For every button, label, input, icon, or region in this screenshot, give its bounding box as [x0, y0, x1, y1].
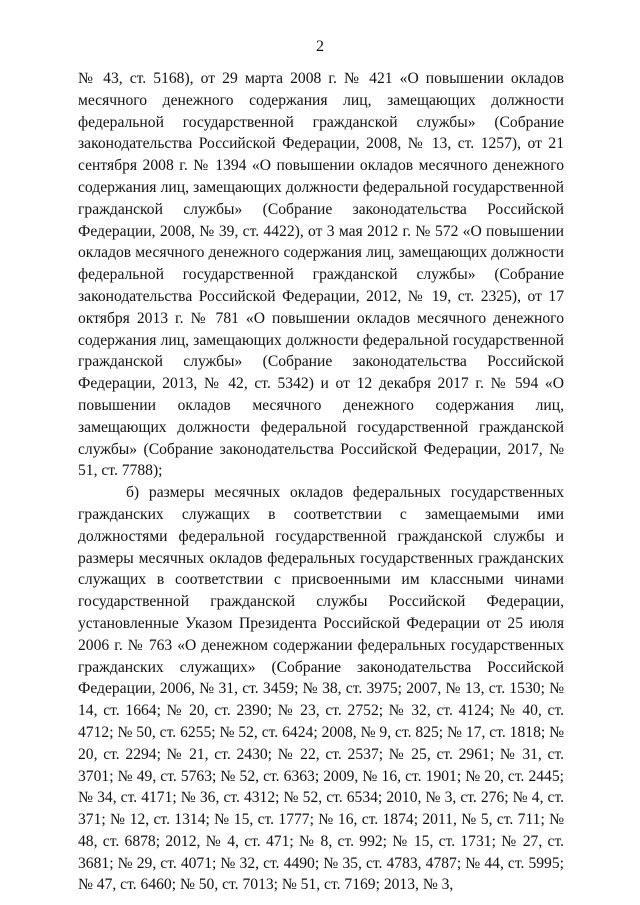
page-number: 2 [316, 38, 324, 55]
paragraph-continuation: № 43, ст. 5168), от 29 марта 2008 г. № 421 «О повышении окладов месячного денежного содержания лиц, замещающих должности федеральной государственной гражданской службы» (Собрание законодательства Российской Федерации, 2008, № 13, ст. 1257), от 21 сентября 2008 г. № 1394 «О повышении окладов месячного денежного содержания лиц, замещающих должности федеральной государственной гражданской службы» (Собрание законодательства Российской Федерации, 2008, № 39, ст. 4422), от 3 мая 2012 г. № 572 «О повышении окладов месячного денежного содержания лиц, замещающих должности федеральной государственной гражданской службы» (Собрание законодательства Российской Федерации, 2012, № 19, ст. 2325), от 17 октября 2013 г. № 781 «О повышении окладов месячного денежного содержания лиц, замещающих должности федеральной государственной гражданской службы» (Собрание законодательства Российской Федерации, 2013, № 42, ст. 5342) и от 12 декабря 2017 г. № 594 «О повышении окладов месячного денежного содержания лиц, замещающих должности федеральной государственной гражданской службы» (Собрание законодательства Российской Федерации, 2017, № 51, ст. 7788); [78, 70, 564, 480]
paragraph-item-b: б) размеры месячных окладов федеральных государственных гражданских служащих в соответствии с замещаемыми ими должностями федеральной государственной гражданской службы и размеры месячных окладов федеральных государственных гражданских служащих в соответствии с присвоенными им классными чинами государственной гражданской службы Российской Федерации, установленные Указом Президента Российской Федерации от 25 июля 2006 г. № 763 «О денежном содержании федеральных государственных гражданских служащих» (Собрание законодательства Российской Федерации, 2006, № 31, ст. 3459; № 38, ст. 3975; 2007, № 13, ст. 1530; № 14, ст. 1664; № 20, ст. 2390; № 23, ст. 2752; № 32, ст. 4124; № 40, ст. 4712; № 50, ст. 6255; № 52, ст. 6424; 2008, № 9, ст. 825; № 17, ст. 1818; № 20, ст. 2294; № 21, ст. 2430; № 22, ст. 2537; № 25, ст. 2961; № 31, ст. 3701; № 49, ст. 5763; № 52, ст. 6363; 2009, № 16, ст. 1901; № 20, ст. 2445; № 34, ст. 4171; № 36, ст. 4312; № 52, ст. 6534; 2010, № 3, ст. 276; № 4, ст. 371; № 12, ст. 1314; № 15, ст. 1777; № 16, ст. 1874; 2011, № 5, ст. 711; № 48, ст. 6878; 2012, № 4, ст. 471; № 8, ст. 992; № 15, ст. 1731; № 27, ст. 3681; № 29, ст. 4071; № 32, ст. 4490; № 35, ст. 4783, 4787; № 44, ст. 5995; № 47, ст. 6460; № 50, ст. 7013; № 51, ст. 7169; 2013, № 3, [78, 484, 564, 894]
document-body [78, 68, 564, 896]
